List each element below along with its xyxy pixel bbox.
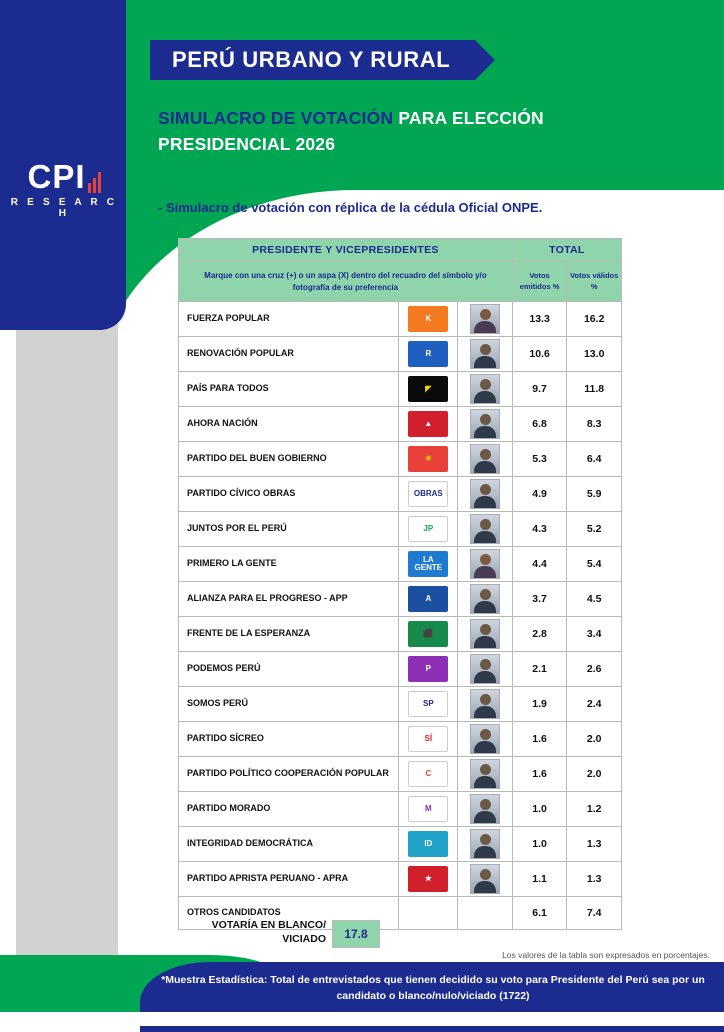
party-logo-cell[interactable] (399, 477, 458, 512)
votes-emitidos-value: 9.7 (512, 372, 567, 407)
party-logo-icon: SÍ (408, 726, 448, 752)
candidate-photo-cell[interactable] (458, 477, 513, 512)
candidate-photo (470, 724, 500, 754)
table-row (179, 862, 622, 897)
party-name: PRIMERO LA GENTE (179, 547, 399, 582)
votes-emitidos-value: 1.9 (512, 687, 567, 722)
candidate-photo (470, 339, 500, 369)
table-row (179, 407, 622, 442)
candidate-photo-cell[interactable] (458, 862, 513, 897)
party-logo-cell[interactable] (399, 302, 458, 337)
party-name: JUNTOS POR EL PERÚ (179, 512, 399, 547)
party-name: PARTIDO SÍCREO (179, 722, 399, 757)
votes-validos-value: 5.2 (567, 512, 622, 547)
votes-validos-value: 4.5 (567, 582, 622, 617)
logo-subtitle: R E S E A R C H (10, 197, 118, 219)
party-logo-icon: ID (408, 831, 448, 857)
candidate-photo-cell[interactable] (458, 547, 513, 582)
candidate-photo (470, 479, 500, 509)
party-logo-cell[interactable] (399, 757, 458, 792)
party-logo-cell[interactable] (399, 792, 458, 827)
candidate-photo (470, 584, 500, 614)
party-logo-cell[interactable] (399, 337, 458, 372)
votes-emitidos-value: 1.6 (512, 722, 567, 757)
candidate-photo (470, 864, 500, 894)
votes-validos-value: 2.4 (567, 687, 622, 722)
party-logo-icon: A (408, 586, 448, 612)
votes-validos-value: 2.0 (567, 722, 622, 757)
votes-emitidos-value: 1.0 (512, 792, 567, 827)
party-name: PARTIDO MORADO (179, 792, 399, 827)
party-logo-cell[interactable] (399, 372, 458, 407)
candidate-photo (470, 689, 500, 719)
table-row (179, 372, 622, 407)
votes-emitidos-value: 2.1 (512, 652, 567, 687)
votes-validos-value: 5.4 (567, 547, 622, 582)
table-row (179, 512, 622, 547)
subtitle-rest: PARA ELECCIÓN PRESIDENCIAL 2026 (158, 108, 544, 155)
party-logo-icon: ◤ (408, 376, 448, 402)
party-name: OTROS CANDIDATOS (179, 897, 399, 930)
votes-emitidos-value: 4.9 (512, 477, 567, 512)
candidate-photo-cell[interactable] (458, 512, 513, 547)
party-logo-icon: M (408, 796, 448, 822)
party-logo-icon: SP (408, 691, 448, 717)
votes-emitidos-value: 10.6 (512, 337, 567, 372)
party-logo-icon: ⬛ (408, 621, 448, 647)
votes-validos-value: 2.6 (567, 652, 622, 687)
candidate-photo-cell[interactable] (458, 792, 513, 827)
votes-validos-value: 1.3 (567, 862, 622, 897)
candidate-photo (470, 304, 500, 334)
candidate-photo (470, 514, 500, 544)
votes-emitidos-value: 3.7 (512, 582, 567, 617)
party-logo-icon: ▲ (408, 411, 448, 437)
candidate-photo-cell[interactable] (458, 372, 513, 407)
candidate-photo-cell[interactable] (458, 652, 513, 687)
votes-validos-value: 6.4 (567, 442, 622, 477)
votes-emitidos-value: 4.3 (512, 512, 567, 547)
methodology-note: - Simulacro de votación con réplica de la cédula Oficial ONPE. (158, 200, 543, 215)
votes-validos-value: 3.4 (567, 617, 622, 652)
party-logo-icon: K (408, 306, 448, 332)
candidate-photo-cell[interactable] (458, 407, 513, 442)
party-logo-icon: ☀ (408, 446, 448, 472)
candidate-photo-cell[interactable] (458, 897, 513, 930)
party-logo-cell[interactable] (399, 722, 458, 757)
party-logo-cell[interactable] (399, 862, 458, 897)
units-note: Los valores de la tabla son expresados en porcentajes. (502, 950, 710, 960)
party-logo-cell[interactable] (399, 547, 458, 582)
table-row (179, 302, 622, 337)
votes-validos-value: 13.0 (567, 337, 622, 372)
votes-validos-value: 8.3 (567, 407, 622, 442)
party-name: PODEMOS PERÚ (179, 652, 399, 687)
col-header-president: PRESIDENTE Y VICEPRESIDENTES (179, 239, 513, 262)
votes-validos-value: 1.2 (567, 792, 622, 827)
col-header-emitidos: Votos emitidos % (512, 262, 567, 302)
party-logo-icon: ★ (408, 866, 448, 892)
candidate-photo (470, 619, 500, 649)
sample-note: *Muestra Estadística: Total de entrevistados que tienen decidido su voto para Presidente del Perú sea por un candidato o blanco/nulo/viciado (1722) (161, 974, 705, 1003)
candidate-photo-cell[interactable] (458, 582, 513, 617)
candidate-photo-cell[interactable] (458, 757, 513, 792)
candidate-photo-cell[interactable] (458, 617, 513, 652)
votes-emitidos-value: 1.0 (512, 827, 567, 862)
party-logo-icon: JP (408, 516, 448, 542)
party-name: PARTIDO POLÍTICO COOPERACIÓN POPULAR (179, 757, 399, 792)
blanco-viciado-label: VOTARÍA EN BLANCO/ VICIADO (211, 919, 326, 946)
table-header-row (179, 239, 622, 262)
candidate-photo (470, 409, 500, 439)
votes-validos-value: 2.0 (567, 757, 622, 792)
party-name: FUERZA POPULAR (179, 302, 399, 337)
party-logo-icon: LA GENTE (408, 551, 448, 577)
party-name: FRENTE DE LA ESPERANZA (179, 617, 399, 652)
candidate-photo (470, 374, 500, 404)
votes-emitidos-value: 2.8 (512, 617, 567, 652)
subtitle (158, 105, 678, 158)
candidate-photo-cell[interactable] (458, 337, 513, 372)
table-row (179, 652, 622, 687)
table-row (179, 722, 622, 757)
party-name: AHORA NACIÓN (179, 407, 399, 442)
party-name: PAÍS PARA TODOS (179, 372, 399, 407)
votes-validos-value: 5.9 (567, 477, 622, 512)
party-logo-icon: C (408, 761, 448, 787)
col-header-validos: Votos válidos % (567, 262, 622, 302)
votes-emitidos-value: 1.1 (512, 862, 567, 897)
party-name: RENOVACIÓN POPULAR (179, 337, 399, 372)
candidate-photo-cell[interactable] (458, 722, 513, 757)
candidate-photo (470, 759, 500, 789)
party-logo-cell[interactable] (399, 407, 458, 442)
col-header-instruction: Marque con una cruz (+) o un aspa (X) dentro del recuadro del símbolo y/o fotografía de su preferencia (179, 262, 513, 302)
party-logo-icon: R (408, 341, 448, 367)
votes-validos-value: 7.4 (567, 897, 622, 930)
candidate-photo-cell[interactable] (458, 442, 513, 477)
table-row (179, 617, 622, 652)
table-row (179, 547, 622, 582)
votes-validos-value: 16.2 (567, 302, 622, 337)
party-logo-cell[interactable] (399, 687, 458, 722)
candidate-photo (470, 654, 500, 684)
table-row (179, 687, 622, 722)
party-name: PARTIDO APRISTA PERUANO - APRA (179, 862, 399, 897)
table-row (179, 442, 622, 477)
party-logo-cell[interactable] (399, 827, 458, 862)
candidate-photo-cell[interactable] (458, 302, 513, 337)
votes-validos-value: 11.8 (567, 372, 622, 407)
table-row (179, 827, 622, 862)
party-name: PARTIDO CÍVICO OBRAS (179, 477, 399, 512)
table-row (179, 337, 622, 372)
votes-emitidos-value: 5.3 (512, 442, 567, 477)
table-row (179, 477, 622, 512)
party-name: INTEGRIDAD DEMOCRÁTICA (179, 827, 399, 862)
page-title: PERÚ URBANO Y RURAL (172, 47, 451, 72)
table-row (179, 582, 622, 617)
votes-emitidos-value: 6.1 (512, 897, 567, 930)
votes-emitidos-value: 6.8 (512, 407, 567, 442)
col-header-total: TOTAL (512, 239, 621, 262)
results-table (178, 238, 622, 930)
party-logo-cell[interactable] (399, 512, 458, 547)
page-title-banner (150, 40, 476, 80)
table-row (179, 792, 622, 827)
candidate-photo-cell[interactable] (458, 687, 513, 722)
table-subheader-row (179, 262, 622, 302)
blanco-viciado-value: 17.8 (332, 920, 380, 948)
candidate-photo (470, 444, 500, 474)
party-logo-icon: P (408, 656, 448, 682)
votes-validos-value: 1.3 (567, 827, 622, 862)
candidate-photo (470, 549, 500, 579)
party-logo-cell[interactable] (399, 617, 458, 652)
candidate-photo-cell[interactable] (458, 827, 513, 862)
results-table-body (179, 302, 622, 930)
party-logo-cell[interactable] (399, 442, 458, 477)
votes-emitidos-value: 13.3 (512, 302, 567, 337)
votes-emitidos-value: 4.4 (512, 547, 567, 582)
candidate-photo (470, 829, 500, 859)
party-name: SOMOS PERÚ (179, 687, 399, 722)
party-logo-cell[interactable] (399, 582, 458, 617)
logo-text: CPI (27, 158, 86, 195)
party-name: PARTIDO DEL BUEN GOBIERNO (179, 442, 399, 477)
subtitle-highlight: SIMULACRO DE VOTACIÓN (158, 108, 394, 128)
logo-bars-icon (86, 160, 101, 193)
party-logo-cell[interactable] (399, 652, 458, 687)
party-logo-cell[interactable] (399, 897, 458, 930)
cpi-logo (8, 160, 120, 219)
party-logo-icon: OBRAS (408, 481, 448, 507)
votes-emitidos-value: 1.6 (512, 757, 567, 792)
results-table-wrapper (178, 238, 622, 930)
party-name: ALIANZA PARA EL PROGRESO - APP (179, 582, 399, 617)
table-row (179, 757, 622, 792)
candidate-photo (470, 794, 500, 824)
